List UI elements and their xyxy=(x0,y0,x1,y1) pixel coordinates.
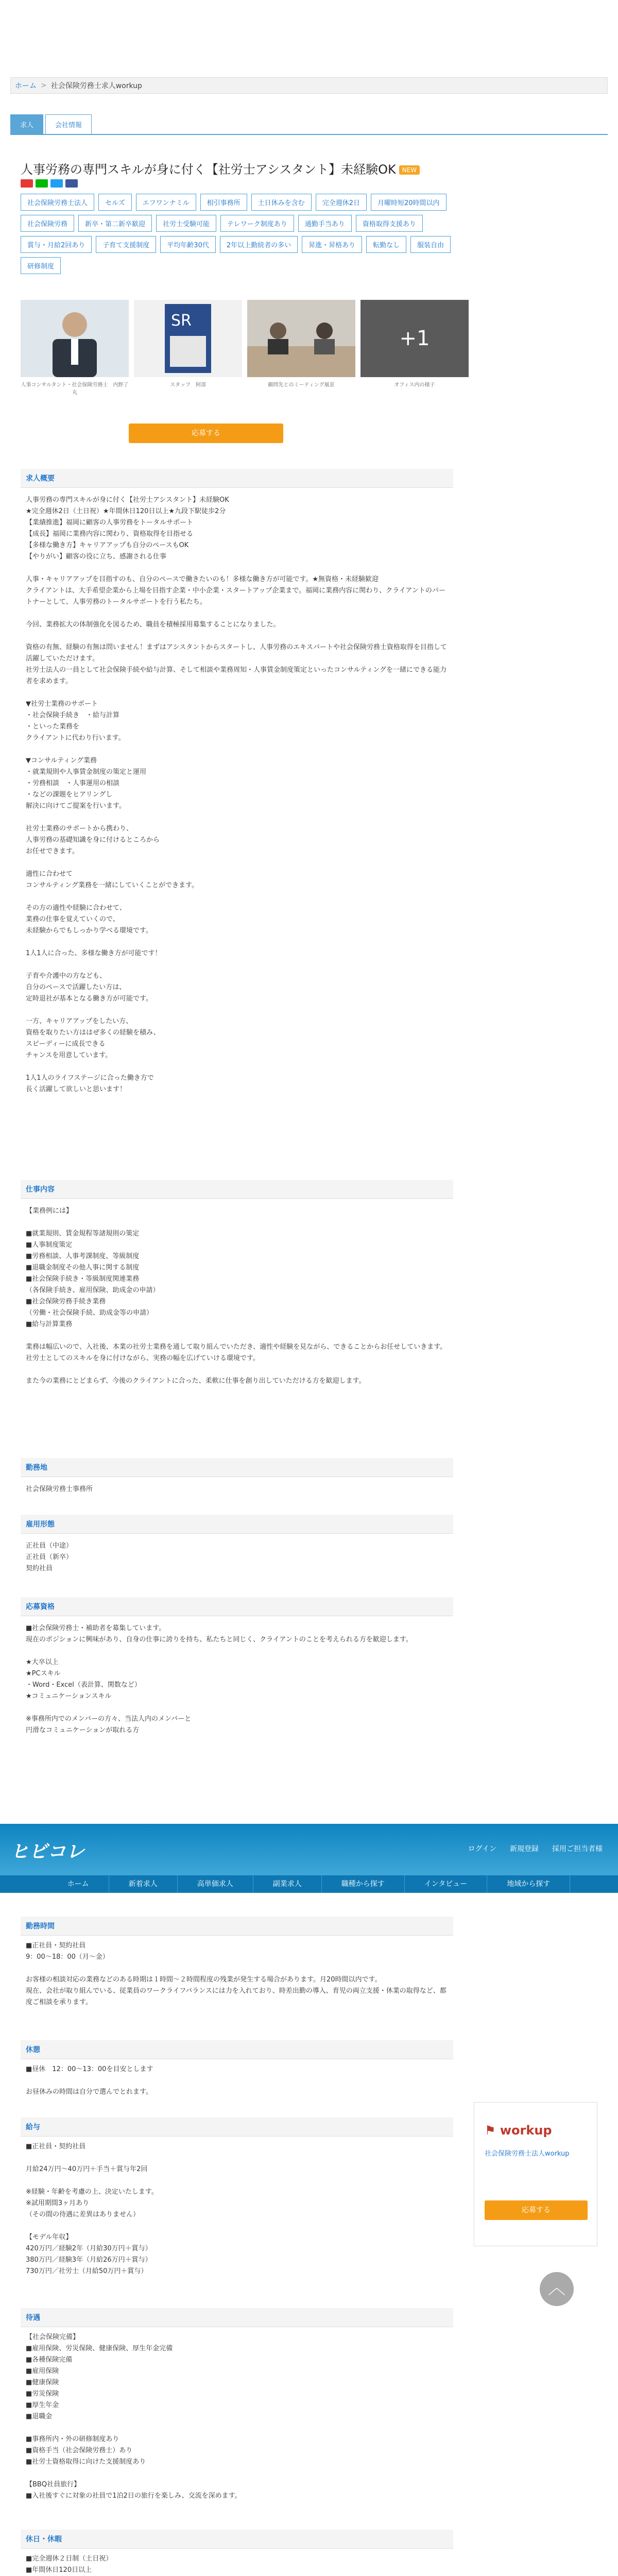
section-heading: 給与 xyxy=(21,2117,453,2137)
tag-item[interactable]: 通勤手当あり xyxy=(298,215,352,232)
section-heading: 仕事内容 xyxy=(21,1180,453,1199)
apply-button[interactable]: 応募する xyxy=(129,423,283,443)
login-link[interactable]: ログイン xyxy=(468,1845,496,1853)
photo-office xyxy=(360,300,469,377)
section-heading: 応募資格 xyxy=(21,1597,453,1616)
sidebar-apply-button[interactable]: 応募する xyxy=(485,2200,588,2220)
register-link[interactable]: 新規登録 xyxy=(510,1845,539,1853)
tab-bar xyxy=(10,114,608,135)
new-badge: NEW xyxy=(399,165,420,175)
section-body: ■昼休 12：00〜13：00を目安とします お昼休みの時間は自分で選んでとれます。 xyxy=(26,2065,153,2096)
section-heading: 休日・休暇 xyxy=(21,2530,453,2549)
site-logo[interactable]: ヒビコレ xyxy=(10,1841,85,1862)
job-title-row xyxy=(21,161,453,178)
photo-caption: 顧問先とのミーティング風景 xyxy=(268,382,335,388)
twitter-share-icon[interactable] xyxy=(50,179,63,188)
more-photos-count: +1 xyxy=(360,300,469,377)
svg-text:SR: SR xyxy=(171,312,192,330)
tag-list xyxy=(21,194,453,274)
breadcrumb-separator: > xyxy=(41,81,47,90)
bookmark-icon[interactable] xyxy=(21,179,33,188)
share-icons xyxy=(21,179,453,188)
nav-item[interactable]: ホーム xyxy=(48,1875,109,1893)
section-heading: 勤務時間 xyxy=(21,1917,453,1936)
section-heading: 休憩 xyxy=(21,2040,453,2059)
tag-item[interactable]: 子育て支援制度 xyxy=(96,236,156,253)
main-nav xyxy=(0,1875,618,1893)
breadcrumb-current: 社会保険労務士求人workup xyxy=(50,82,142,90)
company-logo xyxy=(485,2123,587,2138)
section-body: ■完全週休２日制（土日祝） ■年間休日120日以上 xyxy=(26,2555,113,2574)
tag-item[interactable]: 月曜時短20時間以内 xyxy=(371,194,447,211)
tag-item[interactable]: 平均年齢30代 xyxy=(160,236,216,253)
section-body: ■正社員・契約社員 9：00〜18：00（月〜金） お客様の相談対応の業務などのある時期は１時間〜２時間程度の残業が発生する場合があります。月20時間以内です。 現在、会社が取り組んでいる、従業員のワークライフバランスには力を入れており、時差出勤の導入、育児の両立支援・休業の取得など、都度ご相談を承ります。 xyxy=(26,1942,447,2006)
photo-caption: 人事コンサルタント・社会保険労務士 内野了丸 xyxy=(21,382,129,396)
section-body: ■正社員・契約社員 月給24万円〜40万円＋手当＋賞与年2回 ※経験・年齢を考慮の上、決定いたします。 ※試用期間3ヶ月あり （その間の待遇に差異はありません） 【モデル年収】 420万円／経験2年（月給30万円＋賞与） 380万円／経験3年（月給26万円＋賞与） 730万円／社労士（月給50万円＋賞与） xyxy=(26,2143,158,2275)
company-brand: workup xyxy=(500,2123,552,2138)
photo-item[interactable] xyxy=(360,300,469,397)
scroll-to-top-button[interactable]: ︿ xyxy=(540,2272,574,2306)
tag-item[interactable]: 社労士受験可能 xyxy=(156,215,216,232)
magazine-illustration xyxy=(134,300,242,377)
breadcrumb xyxy=(10,77,608,94)
nav-item[interactable]: インタビュー xyxy=(405,1875,487,1893)
section-body: 社会保険労務士事務所 xyxy=(26,1485,93,1493)
tag-item[interactable]: エフワンナミル xyxy=(136,194,196,211)
photo-gallery xyxy=(21,300,453,397)
tag-item[interactable]: 相引事務所 xyxy=(200,194,247,211)
company-name[interactable]: 社会保険労務士法人workup xyxy=(485,2150,570,2158)
photo-item[interactable] xyxy=(21,300,129,397)
section-body: 人事労務の専門スキルが身に付く【社労士アシスタント】未経験OK ★完全週休2日（土日祝）★年間休日120日以上★九段下駅徒歩2分 【業績推進】福岡に顧客の人事労務をトータルサポート 【成長】福岡に業務内容に関わり、資格取得を目指せる 【多様な働き方】キャリアアップも自分のペースもOK 【やりがい】顧客の役に立ち、感謝される仕事 人事・キャリアアップを目指すのも、自分のペースで働きたいのも！多様な働き方が可能です。★無資格・未経験歓迎 クライアントは、大手希望企業から上場を目指す企業・中小企業・スタートアップ企業まで。福岡に業務内容に関わり、クライアントのパートナーとして、人事労務のトータルサポートを行う私たち。 今回、業務拡大の体制強化を図るため、職員を積極採用募集することになりました。 資格の有無、経験の有無は問いません！まずはアシスタントからスタートし、人事労務のエキスパートや社会保険労務士資格取得を目指して活躍していただけます。 社労士法人の一員として社会保険手続や給与計算、そして相談や業務周知・人事賃金制度策定といったコンサルティングを一緒にできる能力者を求めます。 ▼社労士業務のサポート ・社会保険手続き ・給与計算 ・といった業務を クライアントに代わり行います。 ▼コンサルティング業務 ・就業規則や人事賃金制度の策定と運用 ・労務相談 ・人事運用の相談 ・などの課題をヒアリングし 解決に向けてご提案を行います。 社労士業務のサポートから携わり、 人事労務の基礎知識を身に付けるところから お任せできます。 適性に合わせて コンサルティング業務を一緒にしていくことができます。 その方の適性や経験に合わせて、 業務の仕事を覚えていくので、 未経験からでもしっかり学べる環境です。 1人1人に合った、多様な働き方が可能です！ 子育や介護中の方なども、 自分のペースで活躍したい方は、 定時退社が基本となる働き方が可能です。 一方、キャリアアップをしたい方、 資格を取りたい方ははぜ多くの経験を積み、 スピーディーに成長できる チャンスを用意しています。 1人1人のライフステージに合った働き方で 長く活躍して欲しいと思います！ xyxy=(26,496,447,1093)
site-header xyxy=(0,1824,618,1875)
section-body: 【業務例には】 ■就業規則、賃金規程等諸規則の策定 ■人事制度策定 ■労務相談、人事考課制度、等級制度 ■退職金制度その他人事に関する制度 ■社会保険手続き・等級制度関連業務 （各保険手続き、雇用保険、助成金の申請） ■社会保険労務手続き業務 （労働・社会保険手続、助成金等の申請） ■給与計算業務 業務は幅広いので、入社後、本業の社労士業務を通して取り組んでいただき、適性や経験を見ながら、できることからお任せしていきます。社労士としてのスキルを身に付けながら、実務の幅を広げていける環境です。 また今の業務にとどまらず、今後のクライアントに合った、柔軟に仕事を創り出していただける方を歓迎します。 xyxy=(26,1207,447,1385)
tag-item[interactable]: 土日休みを含む xyxy=(251,194,312,211)
tag-item[interactable]: 昇進・昇格あり xyxy=(302,236,362,253)
nav-item[interactable]: 職種から探す xyxy=(322,1875,405,1893)
tag-item[interactable]: 新卒・第二新卒歓迎 xyxy=(78,215,152,232)
tag-item[interactable]: 賞与・月給2回あり xyxy=(21,236,92,253)
tag-item[interactable]: 服装自由 xyxy=(410,236,451,253)
photo-caption: スタッフ 阿部 xyxy=(170,382,206,388)
section-body: 正社員（中途） 正社員（新卒） 契約社員 xyxy=(26,1542,73,1572)
nav-item[interactable]: 地域から探す xyxy=(487,1875,570,1893)
section-heading: 待遇 xyxy=(21,2308,453,2327)
header-links xyxy=(468,1843,603,1854)
tag-item[interactable]: 2年以上勤続者の多い xyxy=(220,236,298,253)
section-body: 【社会保険完備】 ■雇用保険、労災保険、健康保険、厚生年金完備 ■各種保険完備 ■雇用保険 ■健康保険 ■労災保険 ■厚生年金 ■退職金 ■事務所内・外の研修制度あり ■資格手当（社会保険労務士）あり ■社労士資格取得に向けた支援制度あり 【BBQ社員旅行】 ■入社後すぐに対象の社員で1泊2日の旅行を楽しみ、交流を深めます。 xyxy=(26,2333,242,2500)
tag-item[interactable]: 転勤なし xyxy=(366,236,406,253)
breadcrumb-home[interactable]: ホーム xyxy=(15,82,37,90)
nav-item[interactable]: 高単価求人 xyxy=(178,1875,253,1893)
person-illustration xyxy=(21,300,129,377)
photo-item[interactable] xyxy=(134,300,242,397)
tag-item[interactable]: 資格取得支援あり xyxy=(356,215,423,232)
meeting-illustration xyxy=(247,300,355,377)
tag-item[interactable]: 社会保険労務士法人 xyxy=(21,194,94,211)
line-share-icon[interactable] xyxy=(36,179,48,188)
photo-item[interactable] xyxy=(247,300,355,397)
section-heading: 勤務地 xyxy=(21,1458,453,1477)
tag-item[interactable]: 社会保険労務 xyxy=(21,215,74,232)
tag-item[interactable]: 研修制度 xyxy=(21,257,61,274)
facebook-share-icon[interactable] xyxy=(65,179,78,188)
photo-caption: オフィス内の様子 xyxy=(394,382,435,388)
tab-job[interactable]: 求人 xyxy=(10,114,43,134)
photo-consultant xyxy=(21,300,129,377)
tag-item[interactable]: テレワーク制度あり xyxy=(220,215,294,232)
nav-item[interactable]: 新着求人 xyxy=(109,1875,178,1893)
photo-meeting xyxy=(247,300,355,377)
employer-link[interactable]: 採用ご担当者様 xyxy=(552,1845,603,1853)
company-sidebar-card xyxy=(474,2102,597,2246)
site-frame xyxy=(0,1824,618,2576)
nav-item[interactable]: 副業求人 xyxy=(253,1875,322,1893)
section-heading: 雇用形態 xyxy=(21,1515,453,1534)
job-title: 人事労務の専門スキルが身に付く【社労士アシスタント】未経験OK xyxy=(21,162,396,177)
tag-item[interactable]: セルズ xyxy=(98,194,132,211)
section-body: ■社会保険労務士・補助者を募集しています。 現在のポジションに興味があり、自身の仕事に誇りを持ち、私たちと同じく、クライアントのことを考えられる方を歓迎します。 ★大卒以上 ★PCスキル ・Word・Excel（表計算、関数など） ★コミュニケーションスキル ※事務所内でのメンバーの方々、当法人内のメンバーと 円滑なコミュニケーションが取れる方 xyxy=(26,1624,413,1734)
workup-flag-icon: ⚑ xyxy=(485,2123,496,2138)
tab-company[interactable]: 会社情報 xyxy=(45,114,92,134)
photo-magazine xyxy=(134,300,242,377)
tag-item[interactable]: 完全週休2日 xyxy=(316,194,367,211)
section-heading: 求人概要 xyxy=(21,469,453,488)
